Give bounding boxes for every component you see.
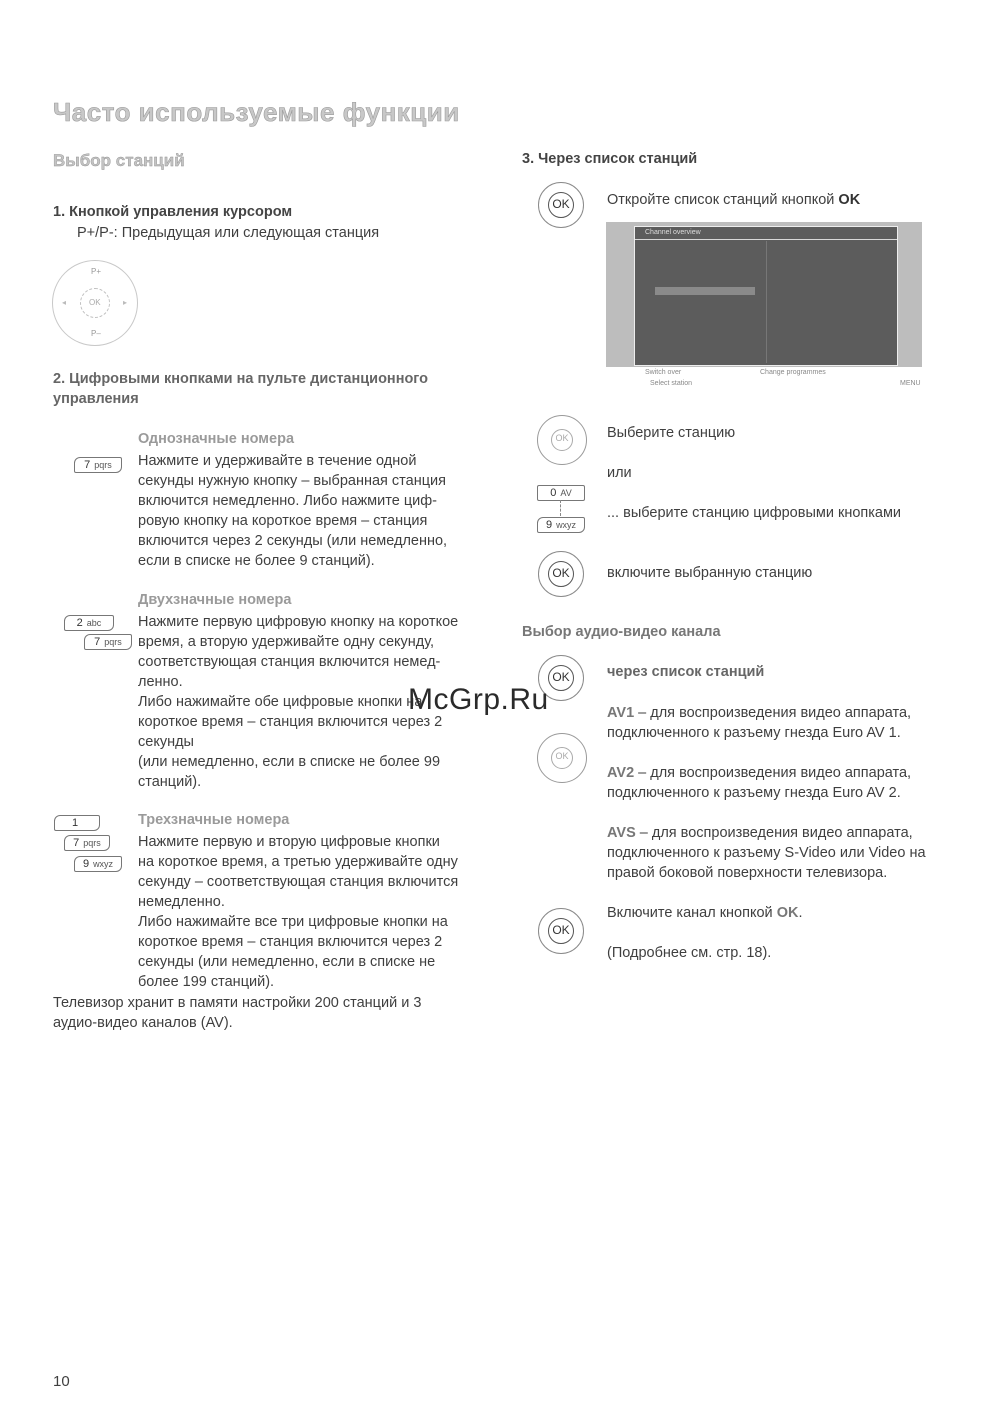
key-digit: 7 — [94, 636, 101, 648]
text-line: аудио-видео каналов (AV). — [53, 1015, 233, 1031]
via-list-text: через список станций — [607, 664, 765, 680]
text-line: если в списке не более 9 станций). — [138, 553, 375, 569]
key-2-icon — [64, 615, 114, 631]
item2-heading-line1: 2. Цифровыми кнопками на пульте дистанционного — [53, 371, 429, 387]
key-7-icon — [84, 634, 132, 650]
key-digit: 1 — [71, 817, 79, 829]
screen-column-divider — [766, 241, 767, 363]
key-letters: AV — [560, 488, 572, 498]
ok-label: OK — [552, 923, 570, 937]
text-line: Либо нажимайте все три цифровые кнопки на — [138, 914, 448, 930]
text-line: Нажмите и удерживайте в течение одной — [138, 453, 417, 469]
watermark-logo: McGrp.Ru — [408, 683, 549, 716]
ok-button-icon — [538, 908, 584, 954]
key-letters: pqrs — [83, 838, 101, 848]
key-letters: wxyz — [93, 859, 114, 869]
av-section-title: Выбор аудио-видео канала — [522, 624, 721, 640]
text-line: станций). — [138, 774, 202, 790]
section-title-station-select: Выбор станций — [53, 151, 185, 170]
ok-label: OK — [552, 670, 570, 684]
enable-channel-text — [607, 903, 802, 923]
item1-heading: 1. Кнопкой управления курсором — [53, 204, 293, 220]
key-range-dots-icon — [560, 500, 561, 516]
text-line: короткое время – станция включится через 2 — [138, 714, 443, 730]
channel-overview-panel — [634, 226, 898, 366]
av2-description — [607, 763, 911, 803]
or-text: или — [607, 465, 632, 481]
text-line: Либо нажимайте обе цифровые кнопки на — [138, 694, 423, 710]
key-digit: 7 — [84, 459, 91, 471]
single-digit-text — [138, 451, 447, 571]
key-letters: pqrs — [104, 637, 122, 647]
av1-description — [607, 703, 911, 743]
key-9-icon — [74, 856, 122, 872]
double-digit-title: Двухзначные номера — [138, 592, 292, 608]
key-9-icon — [537, 517, 585, 533]
open-list-key: OK — [838, 192, 861, 208]
text-line: на короткое время, а третью удерживайте одну — [138, 854, 458, 870]
key-digit: 2 — [76, 617, 83, 629]
item1-text: P+/P-: Предыдущая или следующая станция — [77, 225, 380, 241]
open-list-text — [607, 190, 860, 210]
single-digit-title: Однозначные номера — [138, 431, 295, 447]
dpad-icon — [537, 415, 587, 465]
ok-label: OK — [552, 197, 570, 211]
av2-line1: – для воспроизведения видео аппарата, — [634, 765, 912, 781]
text-line: немедленно. — [138, 894, 225, 910]
enable-prefix: Включите канал кнопкой — [607, 905, 777, 921]
av1-line2: подключенного к разъему гнезда Euro AV 1. — [607, 725, 901, 741]
select-digits-text: ... выберите станцию цифровыми кнопками — [607, 505, 902, 521]
item3-heading: 3. Через список станций — [522, 151, 698, 167]
cursor-pad-right-arrow-icon: ▸ — [123, 298, 128, 307]
text-line: секунды — [138, 734, 194, 750]
text-line: секунду – соответствующая станция включится — [138, 874, 459, 890]
legend-menu: MENU — [900, 380, 921, 387]
ok-button-icon — [538, 182, 584, 228]
dpad-label: OK — [555, 433, 569, 443]
enable-key: OK — [776, 905, 799, 921]
switch-on-text: включите выбранную станцию — [607, 565, 813, 581]
more-info-text: (Подробнее см. стр. 18). — [607, 945, 772, 961]
legend-select-station: Select station — [650, 380, 693, 387]
avs-description — [607, 823, 926, 883]
text-line: соответствующая станция включится немед- — [138, 654, 441, 670]
key-digit: 7 — [73, 837, 80, 849]
cursor-pad-ok-label: OK — [89, 298, 101, 307]
avs-line1: – для воспроизведения видео аппарата, — [635, 825, 913, 841]
key-letters: abc — [86, 618, 102, 628]
key-digit: 9 — [545, 519, 553, 531]
channel-overview-title: Channel overview — [645, 229, 701, 236]
av1-code: AV1 — [607, 705, 635, 721]
key-0-icon — [537, 485, 585, 501]
screen-highlight-row — [655, 287, 755, 295]
triple-digit-title: Трехзначные номера — [138, 812, 290, 828]
text-line: ровую кнопку на короткое время – станция — [138, 513, 428, 529]
text-line: (или немедленно, если в списке не более 99 — [138, 754, 441, 770]
av1-line1: – для воспроизведения видео аппарата, — [634, 705, 912, 721]
open-list-prefix: Откройте список станций кнопкой — [607, 192, 839, 208]
av2-line2: подключенного к разъему гнезда Euro AV 2. — [607, 785, 901, 801]
text-line: Нажмите первую и вторую цифровые кнопки — [138, 834, 440, 850]
screen-divider — [635, 239, 897, 240]
key-digit: 9 — [82, 858, 90, 870]
page-title: Часто используемые функции — [53, 97, 460, 127]
dpad-label: OK — [555, 751, 569, 761]
channel-overview-screenshot — [606, 222, 922, 367]
ok-label: OK — [552, 566, 570, 580]
text-line: включится немедленно. Либо нажмите циф- — [138, 493, 437, 509]
cursor-pad-down-label: P– — [91, 329, 101, 338]
text-line: включится через 2 секунды (или немедленно, — [138, 533, 448, 549]
key-7-icon — [74, 457, 122, 473]
key-1-icon — [54, 815, 100, 831]
text-line: ленно. — [138, 674, 183, 690]
legend-switch-over: Switch over — [645, 369, 682, 376]
cursor-pad-left-arrow-icon: ◂ — [62, 298, 67, 307]
text-line: короткое время – станция включится через 2 — [138, 934, 443, 950]
text-line: секунды (или немедленно, если в списке не — [138, 954, 436, 970]
avs-line2: подключенного к разъему S-Video или Video на — [607, 845, 926, 861]
cursor-pad-up-label: P+ — [91, 267, 102, 276]
item2-heading-line2: управления — [53, 391, 139, 407]
ok-button-icon — [538, 551, 584, 597]
dpad-icon — [537, 733, 587, 783]
avs-line3: правой боковой поверхности телевизора. — [607, 865, 888, 881]
cursor-pad-icon — [52, 260, 138, 346]
key-letters: pqrs — [94, 460, 112, 470]
text-line: Нажмите первую цифровую кнопку на короткое — [138, 614, 459, 630]
memory-note — [53, 993, 421, 1033]
triple-digit-text — [138, 832, 458, 992]
av2-code: AV2 — [607, 765, 635, 781]
key-digit: 0 — [550, 487, 557, 499]
page-number: 10 — [53, 1373, 70, 1390]
legend-change-programmes: Change programmes — [760, 369, 826, 376]
key-letters: wxyz — [556, 520, 577, 530]
text-line: более 199 станций). — [138, 974, 275, 990]
text-line: секунды нужную кнопку – выбранная станция — [138, 473, 446, 489]
enable-suffix: . — [798, 905, 803, 921]
key-7-icon — [64, 835, 110, 851]
avs-code: AVS — [607, 825, 636, 841]
text-line: Телевизор хранит в памяти настройки 200 станций и 3 — [53, 995, 422, 1011]
select-station-text: Выберите станцию — [607, 425, 736, 441]
text-line: время, а вторую удерживайте одну секунду, — [138, 634, 435, 650]
